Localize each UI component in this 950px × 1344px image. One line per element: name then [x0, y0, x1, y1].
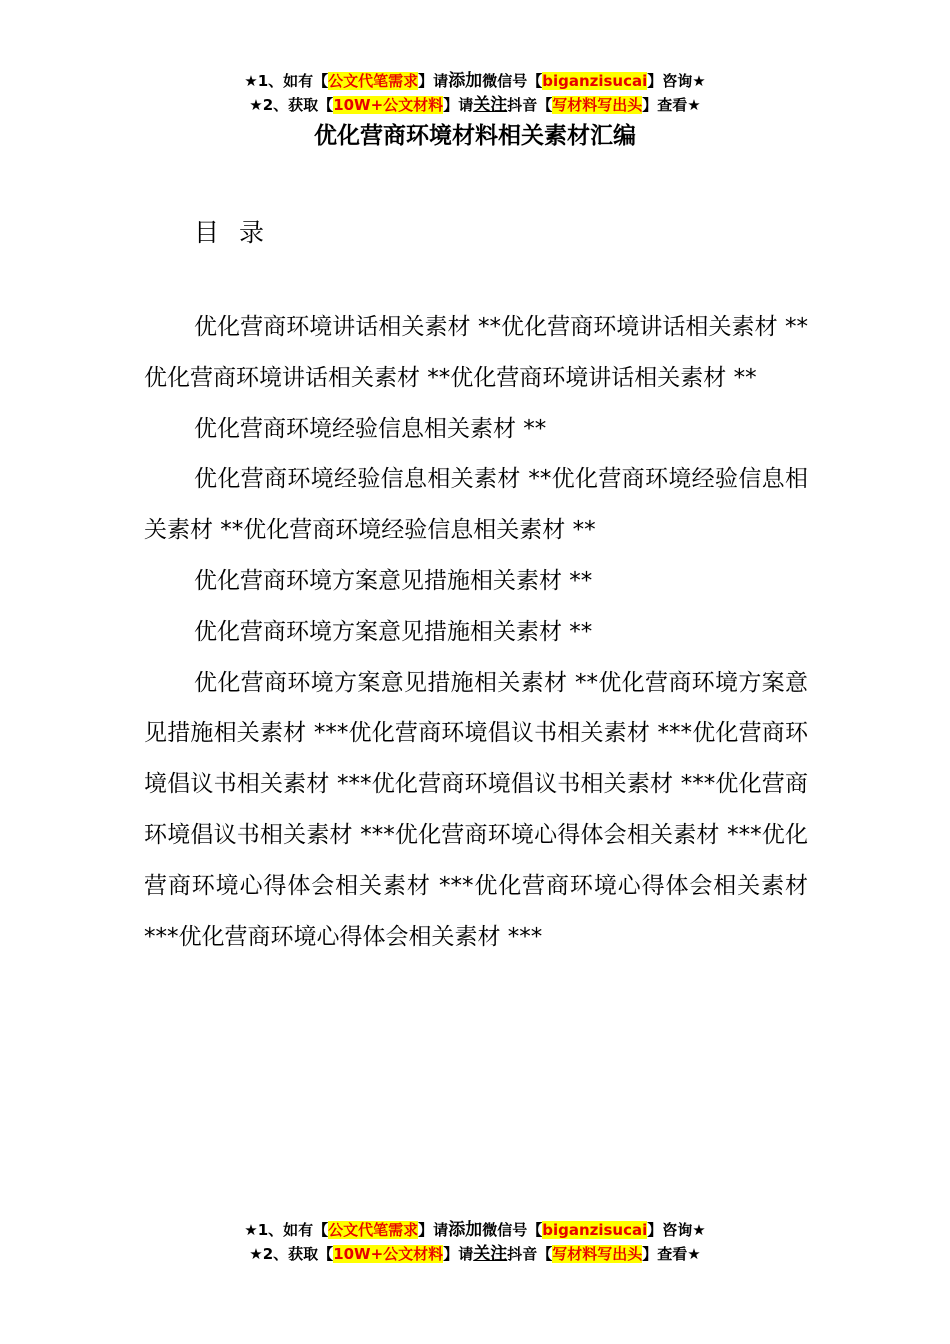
banner-highlight: biganzisucai	[542, 72, 648, 90]
banner-text: 】请	[418, 1221, 449, 1239]
banner-text: 】查看★	[642, 1245, 701, 1263]
document-title: 优化营商环境材料相关素材汇编	[314, 123, 636, 149]
banner-highlight: 公文代笔需求	[328, 72, 419, 90]
banner-highlight: 写材料写出头	[552, 1245, 643, 1263]
banner-text: ★1、如有【	[244, 1221, 329, 1239]
body-paragraph: 优化营商环境方案意见措施相关素材 **优化营商环境方案意见措施相关素材 ***优化营商环境倡议书相关素材 ***优化营商环境倡议书相关素材 ***优化营商环境倡议书相关素材 ***优化营商环境倡议书相关素材 ***优化营商环境心得体会相关素材 ***优化营商环境心得体会相关素材 ***优化营商环境心得体会相关素材 ***优化营商环境心得体会相关素材 ***	[144, 669, 808, 950]
document-body	[144, 302, 808, 962]
body-paragraph: 优化营商环境方案意见措施相关素材 **	[194, 618, 593, 645]
banner-emphasis: 关注	[473, 1244, 508, 1264]
banner-highlight: biganzisucai	[542, 1221, 648, 1239]
banner-line-1	[0, 69, 950, 93]
banner-highlight: 10W+公文材料	[333, 96, 444, 114]
footer-banner	[0, 1218, 950, 1266]
banner-emphasis: 添加	[448, 1220, 483, 1240]
banner-text: 微信号【	[482, 1221, 543, 1239]
banner-text: 】咨询★	[647, 1221, 706, 1239]
banner-text: 微信号【	[482, 72, 543, 90]
banner-emphasis: 关注	[473, 95, 508, 115]
body-paragraph: 优化营商环境经验信息相关素材 **	[194, 415, 547, 442]
banner-text: ★2、获取【	[249, 96, 334, 114]
toc-heading: 目录	[194, 218, 285, 247]
banner-text: 】请	[443, 1245, 474, 1263]
body-paragraph: 优化营商环境讲话相关素材 **优化营商环境讲话相关素材 **优化营商环境讲话相关素材 **优化营商环境讲话相关素材 **	[144, 314, 808, 391]
banner-line-1	[0, 1218, 950, 1242]
banner-highlight: 10W+公文材料	[333, 1245, 444, 1263]
banner-emphasis: 添加	[448, 71, 483, 91]
banner-text: 抖音【	[507, 1245, 553, 1263]
body-paragraph: 优化营商环境经验信息相关素材 **优化营商环境经验信息相关素材 **优化营商环境经验信息相关素材 **	[144, 466, 808, 544]
banner-text: 】查看★	[642, 96, 701, 114]
banner-text: 抖音【	[507, 96, 553, 114]
header-banner	[0, 69, 950, 117]
banner-highlight: 公文代笔需求	[328, 1221, 419, 1239]
banner-text: 】请	[443, 96, 474, 114]
banner-text: 】请	[418, 72, 449, 90]
banner-line-2	[0, 93, 950, 117]
banner-text: ★2、获取【	[249, 1245, 334, 1263]
banner-text: ★1、如有【	[244, 72, 329, 90]
banner-line-2	[0, 1242, 950, 1266]
body-paragraph: 优化营商环境方案意见措施相关素材 **	[194, 567, 593, 594]
banner-highlight: 写材料写出头	[552, 96, 643, 114]
banner-text: 】咨询★	[647, 72, 706, 90]
